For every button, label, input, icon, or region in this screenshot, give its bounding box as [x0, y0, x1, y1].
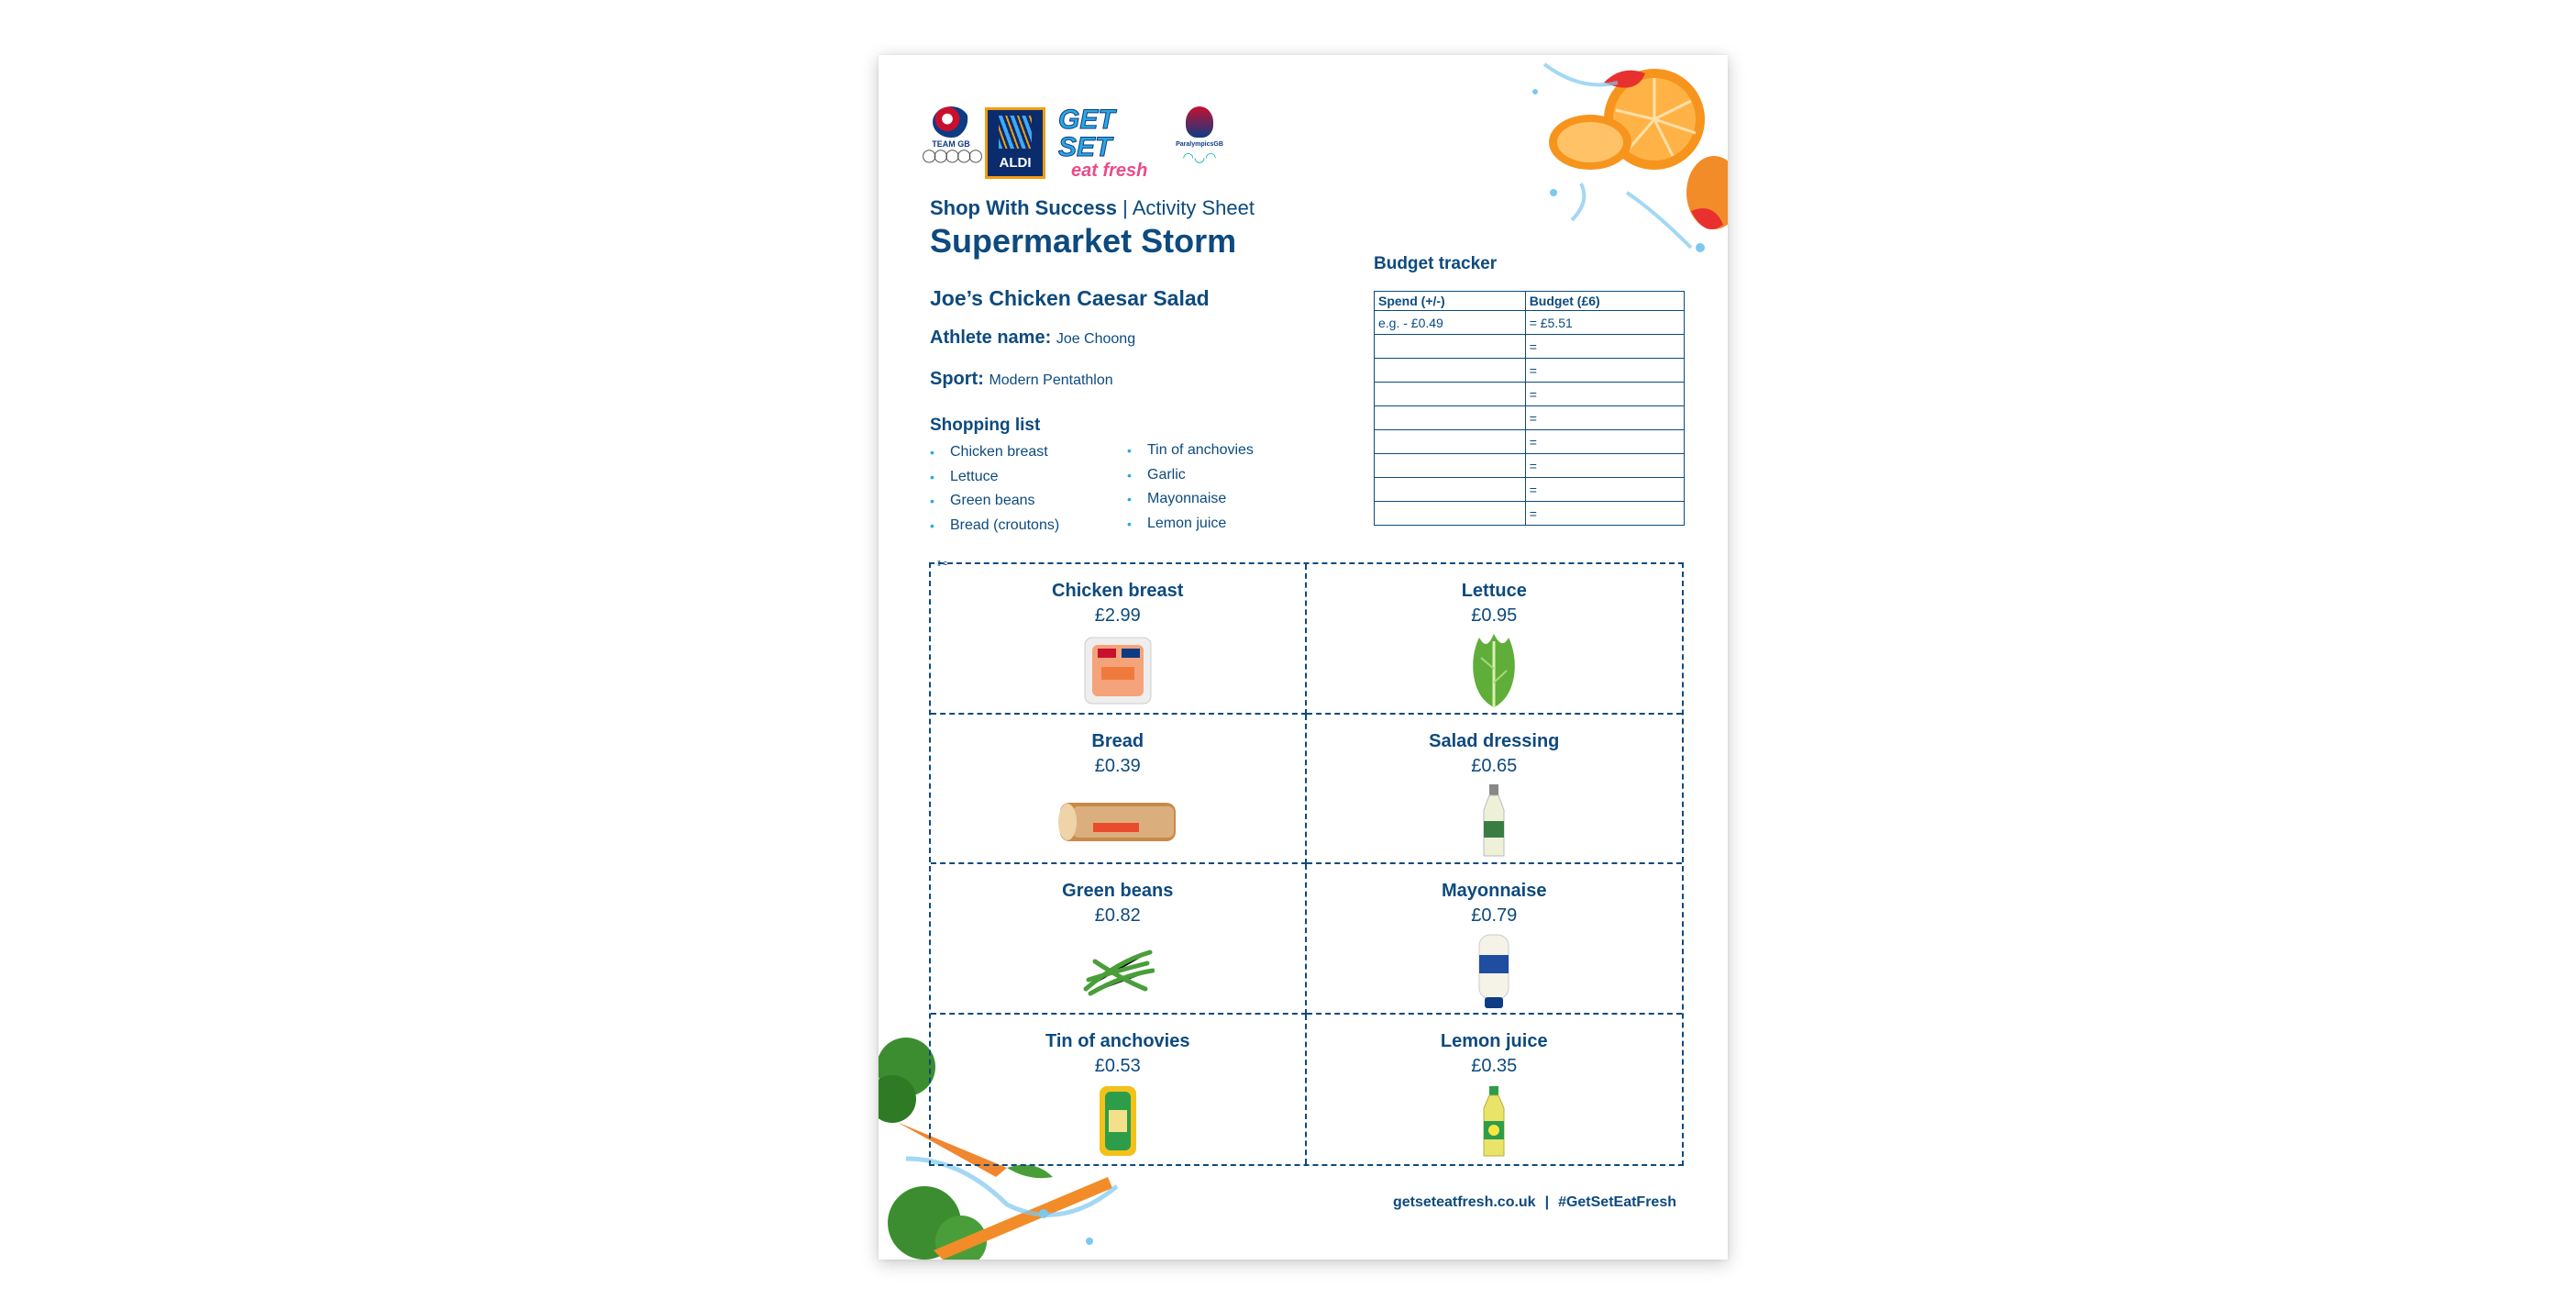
- activity-sheet: [879, 55, 1728, 1260]
- product-card-lemon-juice[interactable]: [1307, 1015, 1683, 1165]
- table-row: [1375, 359, 1685, 383]
- olympic-rings-icon: ◯◯◯◯◯: [922, 148, 980, 162]
- product-name: Lemon juice: [1440, 1030, 1548, 1051]
- product-price: £0.79: [1471, 905, 1518, 926]
- product-price: £0.35: [1471, 1055, 1518, 1076]
- table-row: [1375, 478, 1685, 502]
- budget-cell[interactable]: =: [1525, 454, 1684, 478]
- athlete-field: [930, 328, 1135, 349]
- footer: [1393, 1194, 1676, 1211]
- shopping-list-column-2: [1127, 439, 1254, 536]
- budget-cell[interactable]: =: [1525, 335, 1684, 359]
- sheet-subtitle: [930, 196, 1255, 220]
- list-item: • Chicken breast: [930, 440, 1059, 465]
- sport-label: Sport:: [930, 369, 984, 389]
- budget-tracker-table: [1374, 291, 1685, 526]
- paralympics-gb-logo: [1172, 106, 1227, 180]
- table-row: [1375, 406, 1685, 430]
- product-card-tin-of-anchovies[interactable]: [931, 1015, 1307, 1165]
- product-price: £2.99: [1094, 605, 1141, 626]
- get-set-eat-fresh-logo: [1058, 105, 1159, 181]
- mayonnaise-image: [1476, 934, 1512, 1007]
- product-price: £0.65: [1471, 755, 1518, 776]
- website-link[interactable]: getseteatfresh.co.uk: [1392, 1194, 1536, 1210]
- spend-cell[interactable]: [1375, 478, 1526, 502]
- list-item: • Garlic: [1127, 463, 1254, 488]
- lettuce-image: [1466, 634, 1521, 707]
- team-gb-logo: [922, 106, 980, 180]
- budget-cell[interactable]: =: [1525, 502, 1684, 526]
- table-row: [1375, 454, 1685, 478]
- product-price: £0.53: [1094, 1055, 1141, 1076]
- product-price: £0.82: [1094, 905, 1141, 926]
- eat-fresh-logo-text: eat fresh: [1071, 161, 1148, 181]
- partner-logos: [922, 105, 1227, 181]
- product-name: Lettuce: [1461, 581, 1527, 601]
- green-beans-image: [1081, 934, 1155, 1007]
- shopping-list-column-1: [930, 440, 1059, 538]
- table-row: [1375, 430, 1685, 454]
- spend-cell[interactable]: [1375, 335, 1526, 359]
- spend-cell[interactable]: [1375, 430, 1526, 454]
- product-name: Chicken breast: [1052, 581, 1184, 601]
- product-name: Salad dressing: [1429, 730, 1560, 751]
- budget-cell[interactable]: =: [1525, 359, 1684, 383]
- product-cards-grid: [929, 562, 1684, 1166]
- tin-of-anchovies-image: [1098, 1084, 1138, 1158]
- list-item: • Green beans: [930, 489, 1059, 514]
- product-price: £0.95: [1471, 605, 1518, 626]
- table-row: [1375, 502, 1685, 526]
- sport-value: Modern Pentathlon: [989, 372, 1113, 388]
- list-item: • Mayonnaise: [1127, 487, 1254, 512]
- table-row: [1375, 311, 1685, 335]
- budget-cell[interactable]: =: [1525, 478, 1684, 502]
- sport-field: [930, 369, 1113, 390]
- spend-cell[interactable]: [1375, 406, 1526, 430]
- product-name: Tin of anchovies: [1045, 1030, 1190, 1051]
- athlete-value: Joe Choong: [1056, 331, 1136, 347]
- get-set-logo-text: GET SET: [1058, 105, 1115, 162]
- product-card-green-beans[interactable]: [931, 864, 1307, 1015]
- page-title: Supermarket Storm: [930, 222, 1237, 260]
- product-name: Green beans: [1062, 881, 1174, 901]
- spend-column-header: Spend (+/-): [1375, 292, 1526, 311]
- product-card-lettuce[interactable]: [1307, 564, 1683, 715]
- table-row: [1375, 383, 1685, 406]
- hashtag: #GetSetEatFresh: [1558, 1194, 1676, 1210]
- spend-cell[interactable]: [1375, 383, 1526, 406]
- product-card-mayonnaise[interactable]: [1307, 864, 1683, 1015]
- product-name: Bread: [1091, 730, 1144, 751]
- budget-cell[interactable]: =: [1525, 430, 1684, 454]
- agitos-icon: ◠◡◠: [1182, 150, 1217, 164]
- budget-cell[interactable]: =: [1525, 406, 1684, 430]
- recipe-name: Joe’s Chicken Caesar Salad: [930, 286, 1210, 310]
- list-item: • Bread (croutons): [930, 514, 1059, 538]
- scissors-icon: ✂: [937, 556, 948, 571]
- sheet-type: Activity Sheet: [1132, 196, 1255, 219]
- example-budget-cell: = £5.51: [1525, 311, 1684, 335]
- product-price: £0.39: [1094, 755, 1141, 776]
- paralympics-logo-text: ParalympicsGB: [1176, 141, 1223, 148]
- subtitle-separator: |: [1122, 196, 1128, 219]
- budget-tracker-heading: Budget tracker: [1374, 254, 1498, 273]
- example-spend-cell: e.g. - £0.49: [1375, 311, 1526, 335]
- table-header-row: [1375, 292, 1685, 311]
- athlete-label: Athlete name:: [930, 328, 1052, 348]
- chicken-breast-image: [1081, 634, 1155, 707]
- spend-cell[interactable]: [1375, 454, 1526, 478]
- product-card-salad-dressing[interactable]: [1307, 715, 1683, 865]
- list-item: • Lemon juice: [1127, 512, 1254, 537]
- list-item: • Tin of anchovies: [1127, 439, 1254, 463]
- salad-dressing-image: [1480, 784, 1508, 858]
- aldi-logo-text: ALDI: [999, 155, 1032, 171]
- bread-image: [1056, 784, 1179, 858]
- budget-column-header: Budget (£6): [1525, 292, 1684, 311]
- product-card-chicken-breast[interactable]: [931, 564, 1307, 715]
- shopping-list-heading: Shopping list: [930, 416, 1041, 435]
- aldi-logo: [985, 107, 1045, 179]
- series-name: Shop With Success: [930, 196, 1117, 219]
- spend-cell[interactable]: [1375, 502, 1526, 526]
- product-name: Mayonnaise: [1442, 881, 1547, 901]
- fruit-splash-image: [1517, 55, 1728, 266]
- team-gb-logo-text: TEAM GB: [932, 139, 970, 149]
- footer-separator: |: [1544, 1194, 1550, 1210]
- table-row: [1375, 335, 1685, 359]
- product-card-bread[interactable]: [931, 715, 1307, 865]
- lemon-juice-image: [1480, 1084, 1508, 1158]
- list-item: • Lettuce: [930, 465, 1059, 490]
- budget-cell[interactable]: =: [1525, 383, 1684, 406]
- spend-cell[interactable]: [1375, 359, 1526, 383]
